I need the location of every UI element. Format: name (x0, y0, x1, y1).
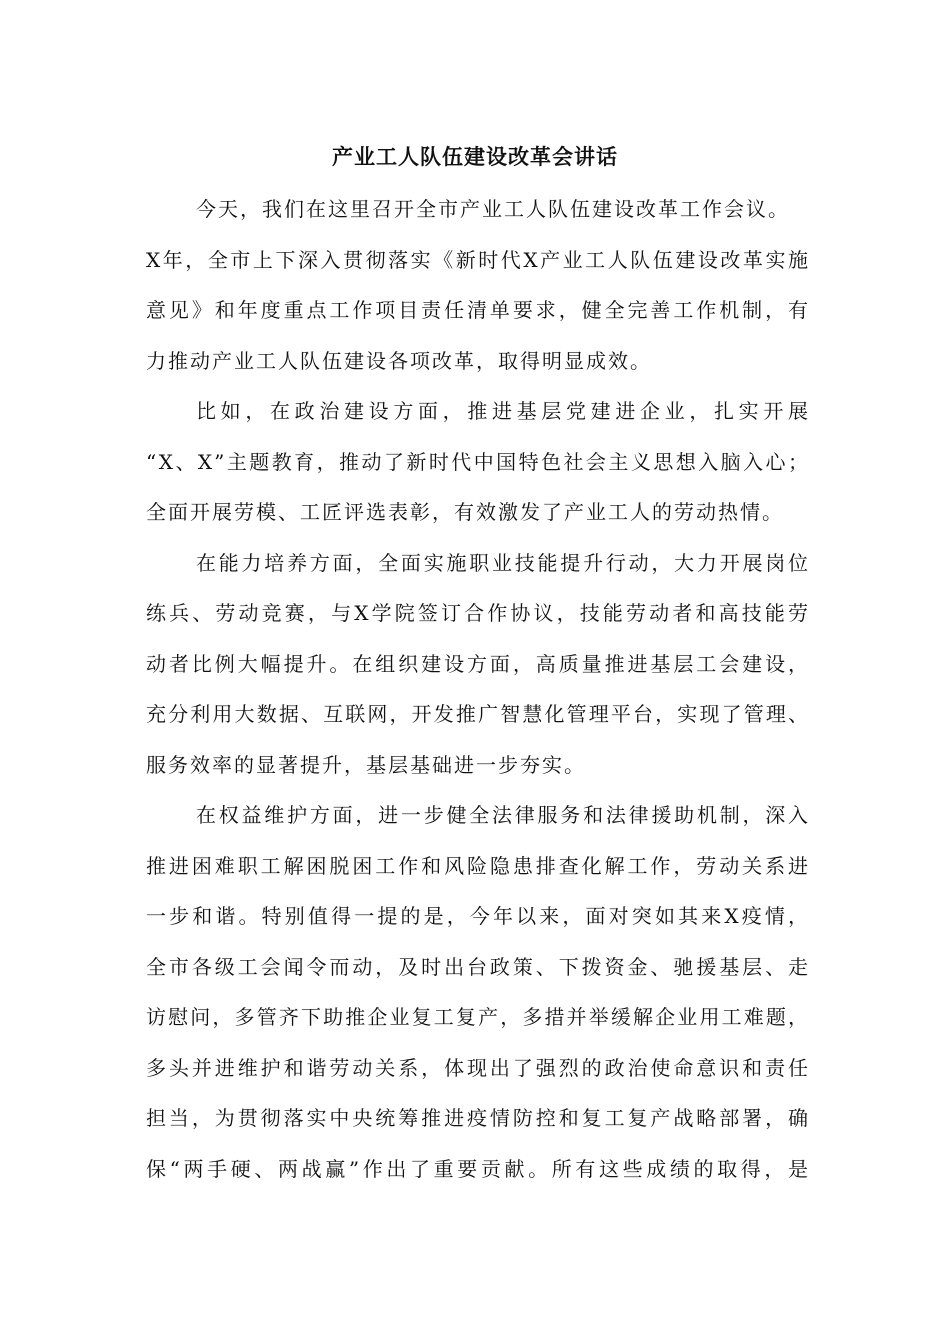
text-line: 担当，为贯彻落实中央统筹推进疫情防控和复工复产战略部署，确 (146, 1106, 810, 1130)
text-line: 充分利用大数据、互联网，开发推广智慧化管理平台，实现了管理、 (146, 702, 810, 726)
text-line: 全市各级工会闻令而动，及时出台政策、下拨资金、驰援基层、走 (146, 954, 810, 979)
text-line: 服务效率的显著提升，基层基础进一步夯实。 (146, 752, 586, 777)
text-line: 练兵、劳动竞赛，与X学院签订合作协议，技能劳动者和高技能劳 (146, 601, 810, 625)
text-line: 一步和谐。特别值得一提的是，今年以来，面对突如其来X疫情， (146, 904, 810, 928)
text-line: “X、X”主题教育，推动了新时代中国特色社会主义思想入脑入心； (146, 449, 810, 474)
text-line: 访慰问，多管齐下助推企业复工复产，多措并举缓解企业用工难题， (146, 1005, 810, 1029)
text-line: 在权益维护方面，进一步健全法律服务和法律援助机制，深入 (196, 803, 810, 827)
text-line: 意见》和年度重点工作项目责任清单要求，健全完善工作机制，有 (146, 298, 810, 322)
text-line: 全面开展劳模、工匠评选表彰，有效激发了产业工人的劳动热情。 (146, 500, 784, 524)
text-line: X年，全市上下深入贯彻落实《新时代X产业工人队伍建设改革实施 (146, 247, 810, 272)
text-line: 比如，在政治建设方面，推进基层党建进企业，扎实开展 (196, 399, 810, 423)
text-line: 力推动产业工人队伍建设各项改革，取得明显成效。 (146, 348, 652, 373)
text-line: 保“两手硬、两战赢”作出了重要贡献。所有这些成绩的取得，是 (146, 1156, 810, 1181)
text-line: 今天，我们在这里召开全市产业工人队伍建设改革工作会议。 (196, 197, 790, 221)
document-title: 产业工人队伍建设改革会讲话 (332, 144, 618, 169)
text-line: 多头并进维护和谐劳动关系，体现出了强烈的政治使命意识和责任 (146, 1055, 810, 1080)
document-body (146, 194, 810, 1204)
text-line: 动者比例大幅提升。在组织建设方面，高质量推进基层工会建设， (146, 651, 810, 676)
text-line: 在能力培养方面，全面实施职业技能提升行动，大力开展岗位 (196, 550, 810, 575)
text-line: 推进困难职工解困脱困工作和风险隐患排查化解工作，劳动关系进 (146, 853, 810, 878)
